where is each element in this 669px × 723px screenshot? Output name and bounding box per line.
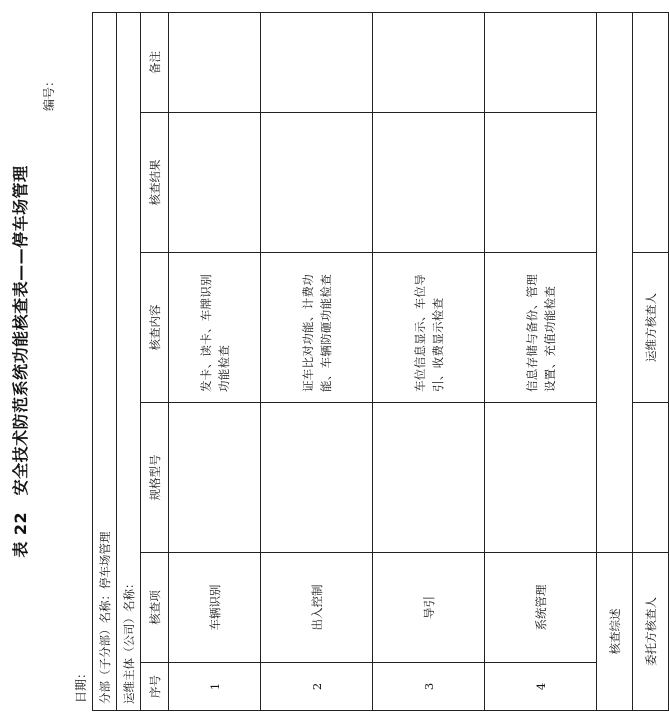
summary-row — [597, 12, 633, 710]
col-header-no: 序号 — [141, 663, 169, 711]
model-cell — [169, 403, 261, 553]
check-item: 出入控制 — [261, 553, 373, 663]
branch-name: 分部（子分部）名称：停车场管理 — [93, 12, 117, 710]
result-cell[interactable] — [373, 113, 485, 253]
date-label: 日期： — [74, 666, 88, 703]
table-row — [485, 12, 597, 710]
col-header-item: 核查项 — [141, 553, 169, 663]
operator-checker-label: 运维方核查人 — [633, 253, 669, 403]
client-checker-value[interactable] — [633, 403, 669, 553]
col-header-content: 核查内容 — [141, 253, 169, 403]
page-title: 表 22 安全技术防范系统功能核查表——停车场管理 — [11, 165, 30, 558]
model-cell — [373, 403, 485, 553]
check-content: 发卡、读卡、车牌识别功能检查 — [169, 253, 261, 403]
table-row — [373, 12, 485, 710]
result-cell[interactable] — [169, 113, 261, 253]
table-row — [261, 12, 373, 710]
model-cell — [485, 403, 597, 553]
branch-row — [93, 12, 117, 710]
row-number: 4 — [485, 663, 597, 711]
summary-label: 核查综述 — [597, 553, 633, 711]
check-item: 车辆识别 — [169, 553, 261, 663]
result-cell[interactable] — [485, 113, 597, 253]
note-cell[interactable] — [261, 12, 373, 112]
row-number: 3 — [373, 663, 485, 711]
summary-value[interactable] — [597, 12, 633, 552]
table-row — [169, 12, 261, 710]
note-cell[interactable] — [373, 12, 485, 112]
col-header-note: 备注 — [141, 12, 169, 112]
check-content: 证车比对功能、计费功能、车辆防砸功能检查 — [261, 253, 373, 403]
row-number: 2 — [261, 663, 373, 711]
inspection-table — [92, 12, 669, 711]
result-cell[interactable] — [261, 113, 373, 253]
col-header-result: 核查结果 — [141, 113, 169, 253]
serial-number-label: 编号： — [42, 74, 56, 111]
signature-row — [633, 12, 669, 710]
operator-checker-value[interactable] — [633, 12, 669, 252]
operator-name: 运维主体（公司）名称： — [117, 12, 141, 710]
operator-row — [117, 12, 141, 710]
col-header-model: 规格型号 — [141, 403, 169, 553]
model-cell — [261, 403, 373, 553]
check-content: 信息存储与备份、管理设置、充值功能检查 — [485, 253, 597, 403]
note-cell[interactable] — [485, 12, 597, 112]
check-content: 车位信息显示、车位导引、收费显示检查 — [373, 253, 485, 403]
note-cell[interactable] — [169, 12, 261, 112]
row-number: 1 — [169, 663, 261, 711]
check-item: 导引 — [373, 553, 485, 663]
client-checker-label: 委托方核查人 — [633, 553, 669, 711]
table-header-row — [141, 12, 169, 710]
check-item: 系统管理 — [485, 553, 597, 663]
